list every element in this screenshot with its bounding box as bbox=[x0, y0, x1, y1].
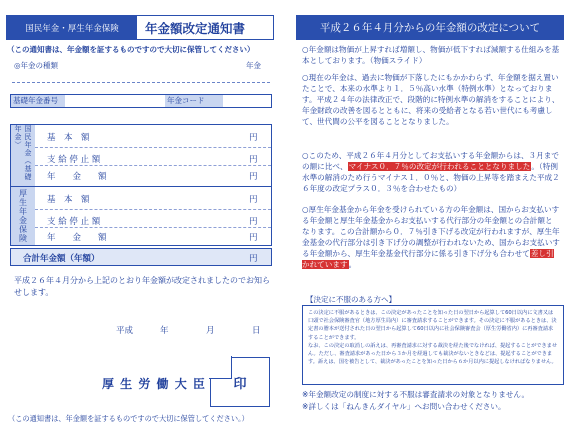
basic-number-label: 基礎年金番号 bbox=[11, 95, 65, 107]
paragraph-4-b: 。 bbox=[348, 260, 357, 269]
paragraph-4-a: ○厚生年金基金から年金を受けられている方の年金額は、国からお支払いする年金額と厚生年金基金からお支払いする代行部分の年金額との合計額となります。この合計額から０．７％引き下げる改定が行われますが、厚生年金基金の代行部分は引き下げ分の調整が行われないため、国からお支払いする年金額から、厚生年金基金代行部分に係る引き下げ分も合わせて bbox=[302, 205, 560, 258]
divider bbox=[12, 82, 270, 83]
row-label: 基 本 額 bbox=[47, 195, 90, 205]
paragraph-3-strike: マイナス０．７％の改定が行われることとなりました bbox=[348, 162, 531, 171]
seal-box bbox=[210, 357, 270, 407]
date-era: 平成 bbox=[116, 326, 134, 336]
row-unit: 円 bbox=[249, 233, 258, 243]
paragraph-4-strike: 差し引かれています bbox=[302, 249, 554, 269]
basic-number-row bbox=[10, 94, 272, 108]
row-line bbox=[35, 147, 271, 148]
total-row bbox=[10, 248, 272, 266]
amount-table bbox=[10, 124, 272, 246]
paragraph-3-b: 。（特例水準の解消のため行うマイナス１．０％と、物価の上昇等を踏まえた平成２６年度の改定プラス０．３％を合わせたもの） bbox=[302, 162, 560, 193]
row-label: 支 給 停 止 額 bbox=[47, 155, 101, 165]
pension-type-label: ◎年金の種類 bbox=[14, 61, 59, 70]
seal-corner bbox=[209, 356, 232, 379]
group-divider bbox=[11, 186, 271, 187]
pension-code-label: 年金コード bbox=[165, 95, 223, 107]
note-1: ※年金額改定の制度に対する不服は審査請求の対象となりません。 bbox=[302, 390, 530, 399]
row-label: 年 金 額 bbox=[47, 233, 107, 243]
right-header: 平成２６年４月分からの年金額の改定について bbox=[296, 15, 564, 40]
notice-top: （この通知書は、年金額を証するものですので大切に保管してください） bbox=[7, 45, 255, 54]
appeal-paragraph-2: なお、この決定の取消しの訴えは、再審査請求に対する裁決を経た後でなければ、提起することができません。ただし、審査請求があった日から３か月を経過しても裁決がないときなどは、提起することができます。訴えは、国を被告として、裁決があったことを知った日から６か月以内に提起しなければなりません。 bbox=[308, 342, 558, 366]
total-label: 合計年金額（年額） bbox=[23, 254, 100, 264]
minister-name: 厚 生 労 働 大 臣 bbox=[102, 377, 206, 391]
row-unit: 円 bbox=[249, 217, 258, 227]
date-year: 年 bbox=[160, 326, 169, 336]
pension-label: 年金 bbox=[246, 61, 261, 70]
national-group-label: 国民年金（基礎年金） bbox=[14, 125, 32, 181]
notice-title: 年金額改定通知書 bbox=[145, 20, 246, 36]
row-unit: 円 bbox=[249, 155, 258, 165]
row-unit: 円 bbox=[249, 195, 258, 205]
notice-bottom: （この通知書は、年金額を証するものですので大切に保管してください。） bbox=[8, 414, 249, 423]
appeal-paragraph-1: この決定に不服があるときは、この決定があったことを知った日の翌日から起算して60日以内に文書又は口頭で社会保険審査官（地方厚生局内）に審査請求することができます。その決定に不服があるときは、決定書の謄本が送付された日の翌日から起算して60日以内に社会保険審査会（厚生労働省内）に再審査請求することができます。 bbox=[308, 310, 557, 341]
note-2: ※詳しくは「ねんきんダイヤル」へお問い合わせください。 bbox=[302, 402, 506, 411]
paragraph-1: ○年金額は物価が上昇すれば増額し、物価が低下すれば減額する仕組みを基本としております。（物価スライド） bbox=[302, 45, 560, 65]
total-unit: 円 bbox=[249, 254, 258, 264]
row-unit: 円 bbox=[249, 172, 258, 182]
employee-group-label: 厚生年金保険 bbox=[18, 188, 28, 243]
date-day: 日 bbox=[252, 326, 261, 336]
paragraph-4 bbox=[302, 204, 560, 270]
row-label: 年 金 額 bbox=[47, 172, 107, 182]
date-month: 月 bbox=[206, 326, 215, 336]
row-line bbox=[35, 165, 271, 166]
paragraph-3-a: ○このため、平成２６年４月分としてお支払いする年金額からは、３月までの額に比べ、 bbox=[302, 151, 559, 171]
appeal-title: 【決定に不服のある方へ】 bbox=[306, 295, 396, 304]
row-line bbox=[35, 209, 271, 210]
employee-group-cell bbox=[11, 186, 35, 245]
row-line bbox=[35, 227, 271, 228]
row-label: 基 本 額 bbox=[47, 133, 90, 143]
left-header bbox=[6, 15, 274, 40]
seal-mark: 印 bbox=[233, 376, 247, 392]
appeal-box bbox=[302, 305, 564, 385]
row-unit: 円 bbox=[249, 133, 258, 143]
national-group-cell bbox=[11, 125, 35, 186]
revision-text: 平成２６年４月分から上記のとおり年金額が改定されましたのでお知らせします。 bbox=[14, 276, 270, 297]
header-tab: 国民年金・厚生年金保険 bbox=[7, 16, 137, 39]
paragraph-2: ○現在の年金は、過去に物価が下落したにもかかわらず、年金額を据え置いたことで、本来の水準より１．５％高い水準（特例水準）となっております。平成２４年の法律改正で、段階的に特例水準の解消をすることにより、年金財政の改善を図るとともに、将来の受給者となる若い世代にも考慮して、世代間の公平を図ることとなりました。 bbox=[302, 73, 560, 126]
paragraph-3 bbox=[302, 150, 560, 194]
row-label: 支 給 停 止 額 bbox=[47, 217, 101, 227]
